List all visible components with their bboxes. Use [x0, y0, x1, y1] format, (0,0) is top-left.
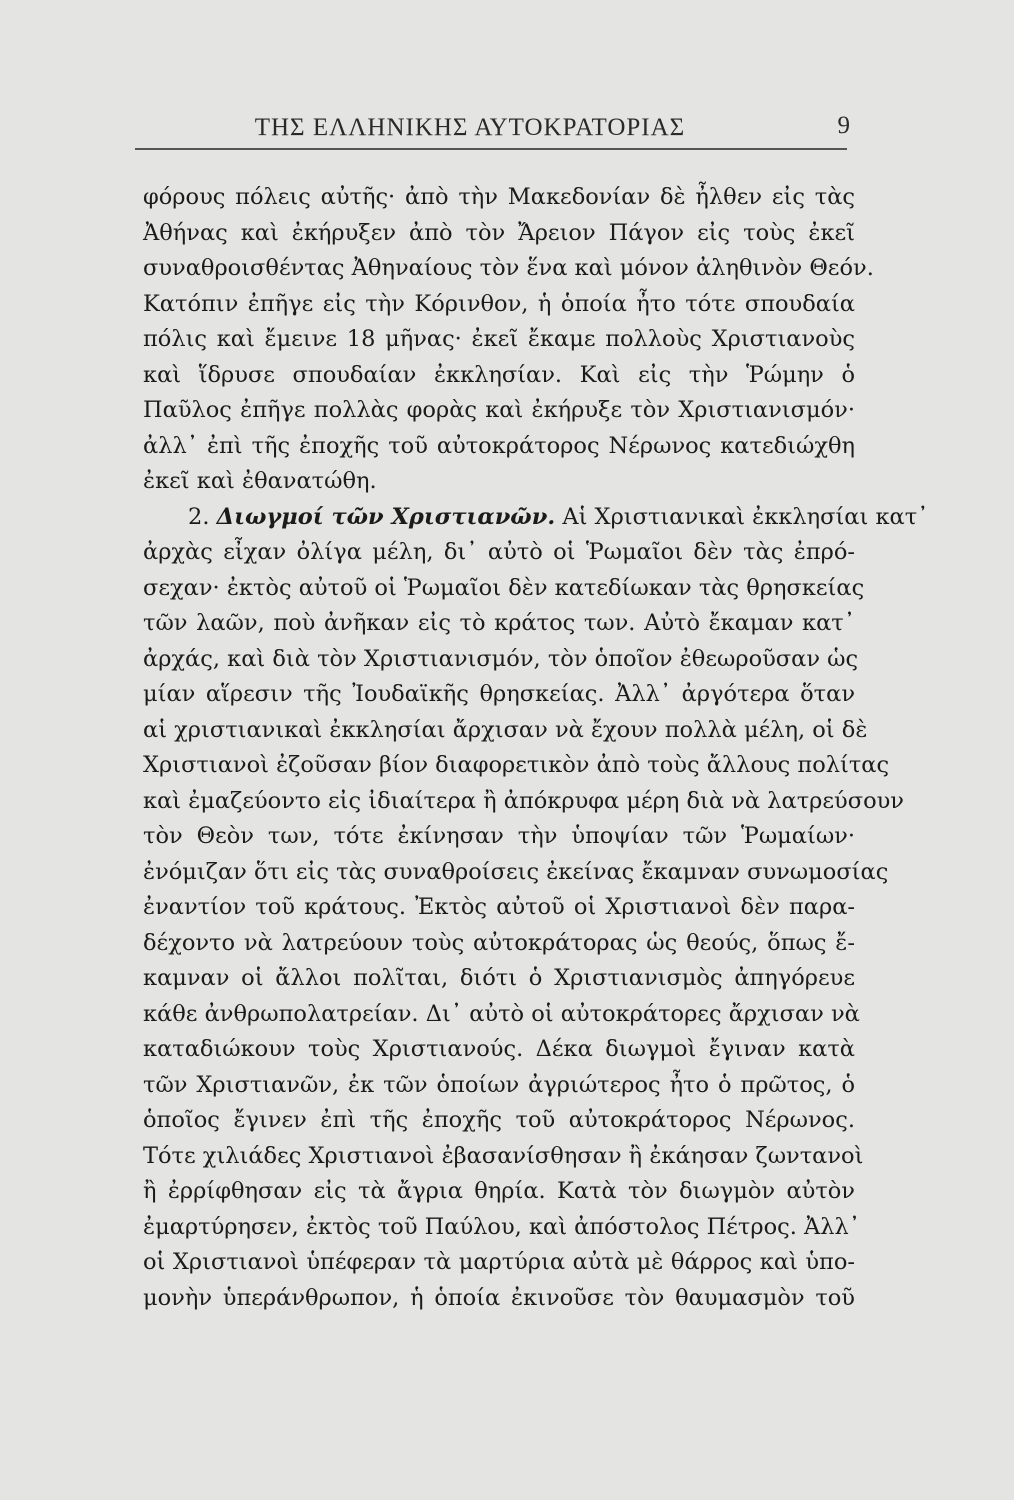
running-title: ΤΗΣ ΕΛΛΗΝΙΚΗΣ ΑΥΤΟΚΡΑΤΟΡΙΑΣ: [254, 114, 686, 141]
text-line: σεχαν· ἐκτὸς αὐτοῦ οἱ Ῥωμαῖοι δὲν κατεδίωκαν τὰς θρησκείας: [143, 574, 865, 601]
text-line: αἱ χριστιανικαὶ ἐκκλησίαι ἄρχισαν νὰ ἔχουν πολλὰ μέλη, οἱ δὲ: [143, 716, 868, 743]
text-line: φόρους πόλεις αὐτῆς· ἀπὸ τὴν Μακεδονίαν δὲ ἦλθεν εἰς τὰς: [143, 184, 855, 210]
section-first-line: Αἱ Χριστιανικαὶ ἐκκλησίαι κατ᾿: [562, 503, 929, 530]
text-line: καταδιώκουν τοὺς Χριστιανούς. Δέκα διωγμοὶ ἔγιναν κατὰ: [143, 1036, 855, 1062]
text-line: ἐνόμιζαν ὅτι εἰς τὰς συναθροίσεις ἐκείνας ἔκαμναν συνωμοσίας: [143, 858, 889, 885]
section-number: 2.: [188, 503, 210, 530]
text-line: οἱ Χριστιανοὶ ὑπέφεραν τὰ μαρτύρια αὐτὰ μὲ θάρρος καὶ ὑπο-: [143, 1249, 855, 1275]
section-heading: Διωγμοί τῶν Χριστιανῶν.: [216, 503, 556, 530]
text-line: ὁποῖος ἔγινεν ἐπὶ τῆς ἐποχῆς τοῦ αὐτοκράτορος Νέρωνος.: [143, 1107, 855, 1133]
text-line: ἀρχάς, καὶ διὰ τὸν Χριστιανισμόν, τὸν ὁποῖον ἐθεωροῦσαν ὡς: [143, 645, 859, 672]
text-line: καὶ ἵδρυσε σπουδαίαν ἐκκλησίαν. Καὶ εἰς τὴν Ῥώμην ὁ: [143, 361, 855, 388]
text-line: πόλις καὶ ἔμεινε 18 μῆνας· ἐκεῖ ἔκαμε πολλοὺς Χριστιανοὺς: [143, 326, 855, 352]
text-line: μίαν αἵρεσιν τῆς Ἰουδαϊκῆς θρησκείας. Ἀλλ᾿ ἀργότερα ὅταν: [143, 681, 855, 707]
page-number: 9: [837, 112, 850, 139]
text-line: ἀρχὰς εἶχαν ὀλίγα μέλη, δι᾿ αὐτὸ οἱ Ῥωμαῖοι δὲν τὰς ἐπρό-: [143, 539, 855, 565]
text-line: συναθροισθέντας Ἀθηναίους τὸν ἕνα καὶ μόνον ἀληθινὸν Θεόν.: [143, 255, 874, 281]
section-line: [143, 500, 929, 536]
text-line: καὶ ἐμαζεύοντο εἰς ἰδιαίτερα ἢ ἀπόκρυφα μέρη διὰ νὰ λατρεύσουν: [143, 787, 904, 814]
text-line: κάθε ἀνθρωπολατρείαν. Δι᾿ αὐτὸ οἱ αὐτοκράτορες ἄρχισαν νὰ: [143, 1000, 860, 1027]
text-line: Τότε χιλιάδες Χριστιανοὶ ἐβασανίσθησαν ἢ ἐκάησαν ζωντανοὶ: [143, 1142, 864, 1169]
text-line: Παῦλος ἐπῆγε πολλὰς φορὰς καὶ ἐκήρυξε τὸν Χριστιανισμόν·: [143, 397, 855, 423]
text-line: τὸν Θεὸν των, τότε ἐκίνησαν τὴν ὑποψίαν τῶν Ῥωμαίων·: [143, 823, 855, 849]
running-head: [130, 108, 850, 148]
text-line: Ἀθήνας καὶ ἐκήρυξεν ἀπὸ τὸν Ἄρειον Πάγον εἰς τοὺς ἐκεῖ: [143, 219, 855, 246]
body-text: [143, 180, 929, 1316]
text-line: τῶν λαῶν, ποὺ ἀνῆκαν εἰς τὸ κράτος των. Αὐτὸ ἔκαμαν κατ᾿: [143, 610, 855, 636]
text-line: Κατόπιν ἐπῆγε εἰς τὴν Κόρινθον, ἡ ὁποία ἦτο τότε σπουδαία: [143, 290, 855, 317]
text-line: ἀλλ᾿ ἐπὶ τῆς ἐποχῆς τοῦ αὐτοκράτορος Νέρωνος κατεδιώχθη: [143, 432, 855, 459]
text-line: Χριστιανοὶ ἐζοῦσαν βίον διαφορετικὸν ἀπὸ τοὺς ἄλλους πολίτας: [143, 752, 890, 778]
text-line: ἐκεῖ καὶ ἐθανατώθη.: [143, 468, 377, 494]
text-line: ἐμαρτύρησεν, ἐκτὸς τοῦ Παύλου, καὶ ἀπόστολος Πέτρος. Ἀλλ᾿: [143, 1213, 861, 1240]
text-line: ἐναντίον τοῦ κράτους. Ἐκτὸς αὐτοῦ οἱ Χριστιανοὶ δὲν παρα-: [143, 894, 855, 920]
text-line: δέχοντο νὰ λατρεύουν τοὺς αὐτοκράτορας ὡς θεούς, ὅπως ἔ-: [143, 929, 855, 956]
text-line: ἢ ἐρρίφθησαν εἰς τὰ ἄγρια θηρία. Κατὰ τὸν διωγμὸν αὐτὸν: [143, 1178, 855, 1204]
text-line: τῶν Χριστιανῶν, ἐκ τῶν ὁποίων ἀγριώτερος ἦτο ὁ πρῶτος, ὁ: [143, 1071, 855, 1098]
text-line: μονὴν ὑπεράνθρωπον, ἡ ὁποία ἐκινοῦσε τὸν θαυμασμὸν τοῦ: [143, 1284, 855, 1311]
text-line: καμναν οἱ ἄλλοι πολῖται, διότι ὁ Χριστιανισμὸς ἀπηγόρευε: [143, 965, 855, 991]
header-rule: [135, 148, 847, 150]
